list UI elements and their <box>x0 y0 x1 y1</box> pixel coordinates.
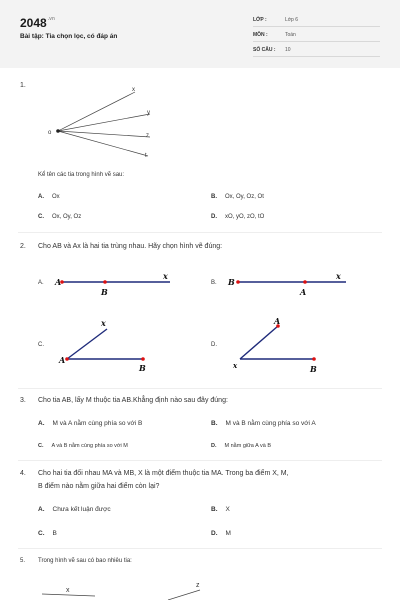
q1-figure <box>40 84 170 164</box>
q2-option-d[interactable]: D. <box>211 342 217 348</box>
divider <box>18 232 382 233</box>
q4-option-b[interactable]: B. X <box>211 506 230 513</box>
svg-text:A: A <box>300 287 307 297</box>
q1-number: 1. <box>20 82 26 89</box>
q4-number: 4. <box>20 470 26 477</box>
q4-question-line2: B điểm nào nằm giữa hai điểm còn lại? <box>38 483 160 490</box>
svg-text:B: B <box>310 364 317 374</box>
label-z: z <box>146 133 149 139</box>
svg-text:x: x <box>233 361 238 370</box>
q1-question: Kể tên các tia trong hình vẽ sau: <box>38 172 125 178</box>
ray-oy <box>58 114 150 131</box>
ray-ox <box>58 92 135 131</box>
q2-number: 2. <box>20 243 26 250</box>
label-x: x <box>66 587 70 594</box>
q5-number: 5. <box>20 558 26 564</box>
label-y: y <box>147 110 150 116</box>
svg-text:B: B <box>139 363 146 373</box>
q4-option-a[interactable]: A. Chưa kết luận được <box>38 506 111 513</box>
svg-text:A: A <box>55 277 62 287</box>
q2-option-c[interactable]: C. <box>38 342 44 348</box>
q5-question: Trong hình vẽ sau có bao nhiêu tia: <box>38 558 132 564</box>
q2-option-b[interactable]: B. <box>211 280 217 286</box>
label-o: o <box>48 130 52 136</box>
svg-text:A: A <box>59 355 66 365</box>
point-o <box>56 129 60 133</box>
q1-option-d[interactable]: D. xO, yO, zO, tO <box>211 214 265 220</box>
divider <box>18 388 382 389</box>
q5-figure <box>40 578 240 600</box>
meta-grade: LỚP : Lớp 6 <box>253 14 380 27</box>
svg-text:x: x <box>101 318 106 328</box>
svg-text:x: x <box>336 271 341 281</box>
q3-option-a[interactable]: A. M và A nằm cùng phía so với B <box>38 420 143 427</box>
q3-question: Cho tia AB, lấy M thuộc tia AB.Khẳng định nào sau đây đúng: <box>38 397 228 404</box>
q4-option-c[interactable]: C. B <box>38 530 57 537</box>
worksheet-header <box>0 0 400 68</box>
meta-subject: MÔN : Toán <box>253 29 380 42</box>
q2-figure-a[interactable] <box>55 270 175 300</box>
svg-text:x: x <box>163 271 168 281</box>
ray-ot <box>58 131 148 156</box>
q3-number: 3. <box>20 397 26 404</box>
meta-question-count: SỐ CÂU : 10 <box>253 44 380 57</box>
q1-option-a[interactable]: A. Ox <box>38 194 60 200</box>
svg-text:B: B <box>101 287 108 297</box>
svg-text:B: B <box>228 277 235 287</box>
q2-figure-c[interactable] <box>55 316 165 376</box>
q2-option-a[interactable]: A. <box>38 280 44 286</box>
ray-oz <box>58 131 150 137</box>
q2-question: Cho AB và Ax là hai tia trùng nhau. Hãy chọn hình vẽ đúng: <box>38 243 223 250</box>
q4-option-d[interactable]: D. M <box>211 530 231 537</box>
q2-figure-b[interactable] <box>228 270 353 300</box>
divider <box>18 548 382 549</box>
q2-figure-d[interactable] <box>228 316 338 376</box>
q4-question-line1: Cho hai tia đối nhau MA và MB, X là một điểm thuộc tia MA. Trong ba điểm X, M, <box>38 470 289 477</box>
q3-option-c[interactable]: C. A và B nằm cùng phía so với M <box>38 443 128 449</box>
q3-option-b[interactable]: B. M và B nằm cùng phía so với A <box>211 420 316 427</box>
svg-text:A: A <box>274 316 281 326</box>
q1-option-b[interactable]: B. Ox, Oy, Oz, Ot <box>211 194 264 200</box>
divider <box>18 460 382 461</box>
site-logo[interactable]: $2048^{.vn}$ <box>20 16 55 30</box>
label-x: x <box>132 87 135 93</box>
label-t: t <box>145 153 147 159</box>
q1-option-c[interactable]: C. Ox, Oy, Oz <box>38 214 82 220</box>
q3-option-d[interactable]: D. M nằm giữa A và B <box>211 443 271 449</box>
page-title: Bài tập: Tia chọn lọc, có đáp án <box>20 33 118 40</box>
label-z: z <box>196 582 200 589</box>
